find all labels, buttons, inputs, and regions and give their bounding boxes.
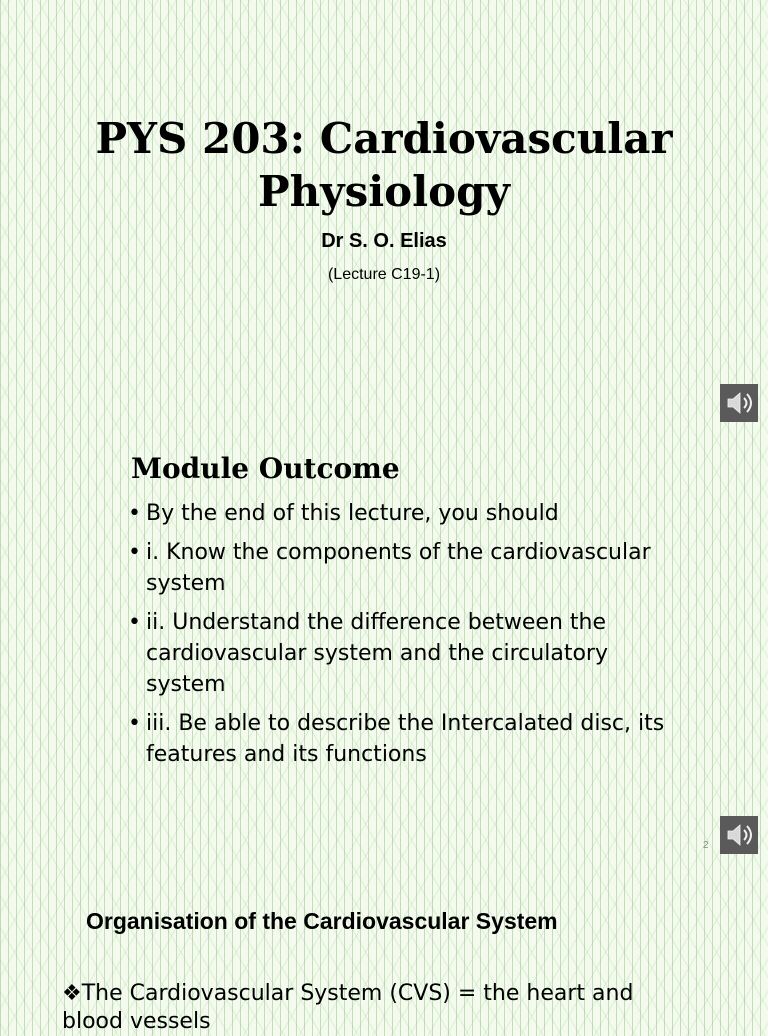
list-item	[128, 708, 668, 770]
lecture-code: (Lecture C19-1)	[327, 266, 441, 283]
list-item-text: i. Know the components of the cardiovascular system	[146, 540, 651, 596]
module-outcome-slide	[0, 440, 768, 880]
bullet-icon: •	[128, 610, 141, 635]
list-item-text: ii. Understand the difference between the cardiovascular system and the circulatory system	[146, 610, 608, 697]
list-item-text: By the end of this lecture, you should	[146, 501, 559, 526]
cvs-definition	[62, 980, 682, 1036]
list-item	[128, 607, 668, 700]
slide-title	[0, 112, 768, 218]
organisation-heading: Organisation of the Cardiovascular System	[86, 908, 558, 934]
list-item-text: iii. Be able to describe the Intercalated disc, its features and its functions	[146, 711, 665, 767]
list-item	[128, 498, 668, 529]
module-outcome-heading: Module Outcome	[131, 452, 400, 485]
speaker-icon[interactable]	[720, 816, 758, 854]
outcome-list	[128, 498, 668, 778]
title-line-2: Physiology	[258, 167, 510, 216]
bullet-icon: •	[128, 540, 141, 565]
title-line-1: PYS 203: Cardiovascular	[95, 114, 673, 163]
title-slide	[0, 0, 768, 440]
page-number: 2	[703, 840, 709, 851]
author-name: Dr S. O. Elias	[321, 230, 447, 252]
cvs-definition-text: The Cardiovascular System (CVS) = the heart and blood vessels	[62, 981, 634, 1034]
bullet-icon: •	[128, 711, 141, 736]
organisation-slide	[0, 880, 768, 1034]
bullet-icon: •	[128, 501, 141, 526]
diamond-bullet-icon: ❖	[62, 981, 82, 1006]
list-item	[128, 537, 668, 599]
speaker-icon[interactable]	[720, 384, 758, 422]
